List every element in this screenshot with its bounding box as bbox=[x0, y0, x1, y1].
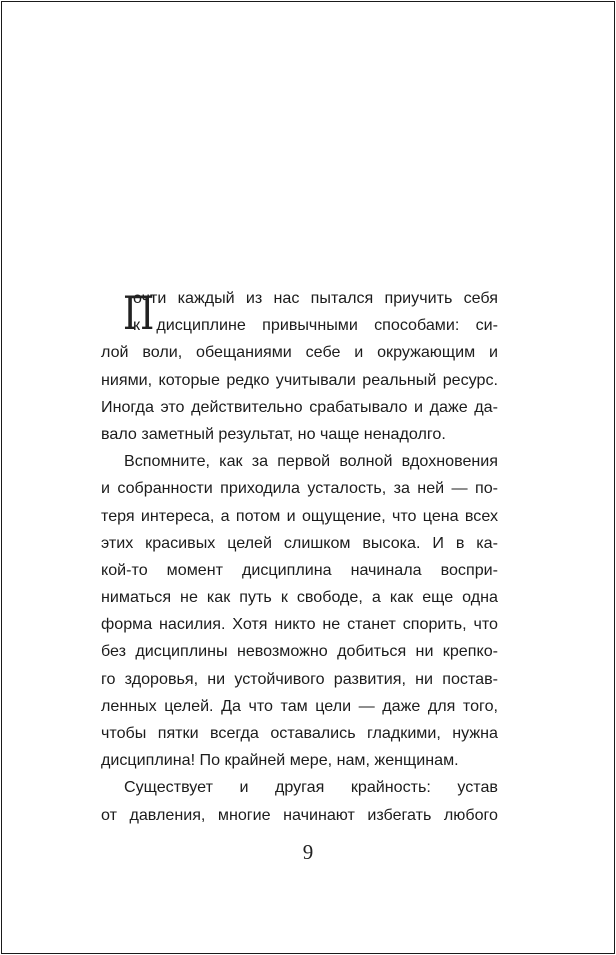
text-line: вало заметный результат, но чаще ненадолго. bbox=[101, 424, 446, 443]
text-line: форма насилия. Хотя никто не станет спорить, что bbox=[101, 615, 498, 634]
book-page bbox=[1, 1, 615, 954]
drop-cap: П bbox=[123, 286, 154, 340]
text-line: без дисциплины невозможно добиться ни крепко- bbox=[101, 642, 498, 661]
text-line: ниями, которые редко учитывали реальный ресурс. bbox=[101, 370, 498, 389]
text-line: Вспомните, как за первой волной вдохновения bbox=[124, 452, 498, 471]
text-line: и собранности приходила усталость, за ней — по- bbox=[101, 479, 498, 498]
text-line: чтобы пятки всегда оставались гладкими, нужна bbox=[101, 724, 498, 742]
body-text bbox=[101, 285, 498, 829]
text-line: очти каждый из нас пытался приучить себя bbox=[133, 289, 498, 307]
text-line: этих красивых целей слишком высока. И в ка- bbox=[101, 533, 498, 552]
text-line: теря интереса, а потом и ощущение, что цена всех bbox=[101, 506, 498, 525]
text-line: к дисциплине привычными способами: си- bbox=[133, 316, 498, 335]
text-line: Иногда это действительно срабатывало и даже да- bbox=[101, 397, 498, 416]
text-line: ленных целей. Да что там цели — даже для того, bbox=[101, 696, 498, 715]
text-line: го здоровья, ни устойчивого развития, ни постав- bbox=[101, 669, 498, 688]
text-line: ниматься не как путь к свободе, а как еще одна bbox=[101, 588, 498, 607]
text-line: Существует и другая крайность: устав bbox=[124, 778, 498, 797]
text-line: кой-то момент дисциплина начинала воспри- bbox=[101, 560, 498, 579]
text-line: дисциплина! По крайней мере, нам, женщинам. bbox=[101, 751, 459, 770]
text-line: лой воли, обещаниями себе и окружающим и bbox=[101, 343, 498, 362]
page-number: 9 bbox=[302, 840, 314, 864]
text-line: от давления, многие начинают избегать любого bbox=[101, 805, 498, 824]
